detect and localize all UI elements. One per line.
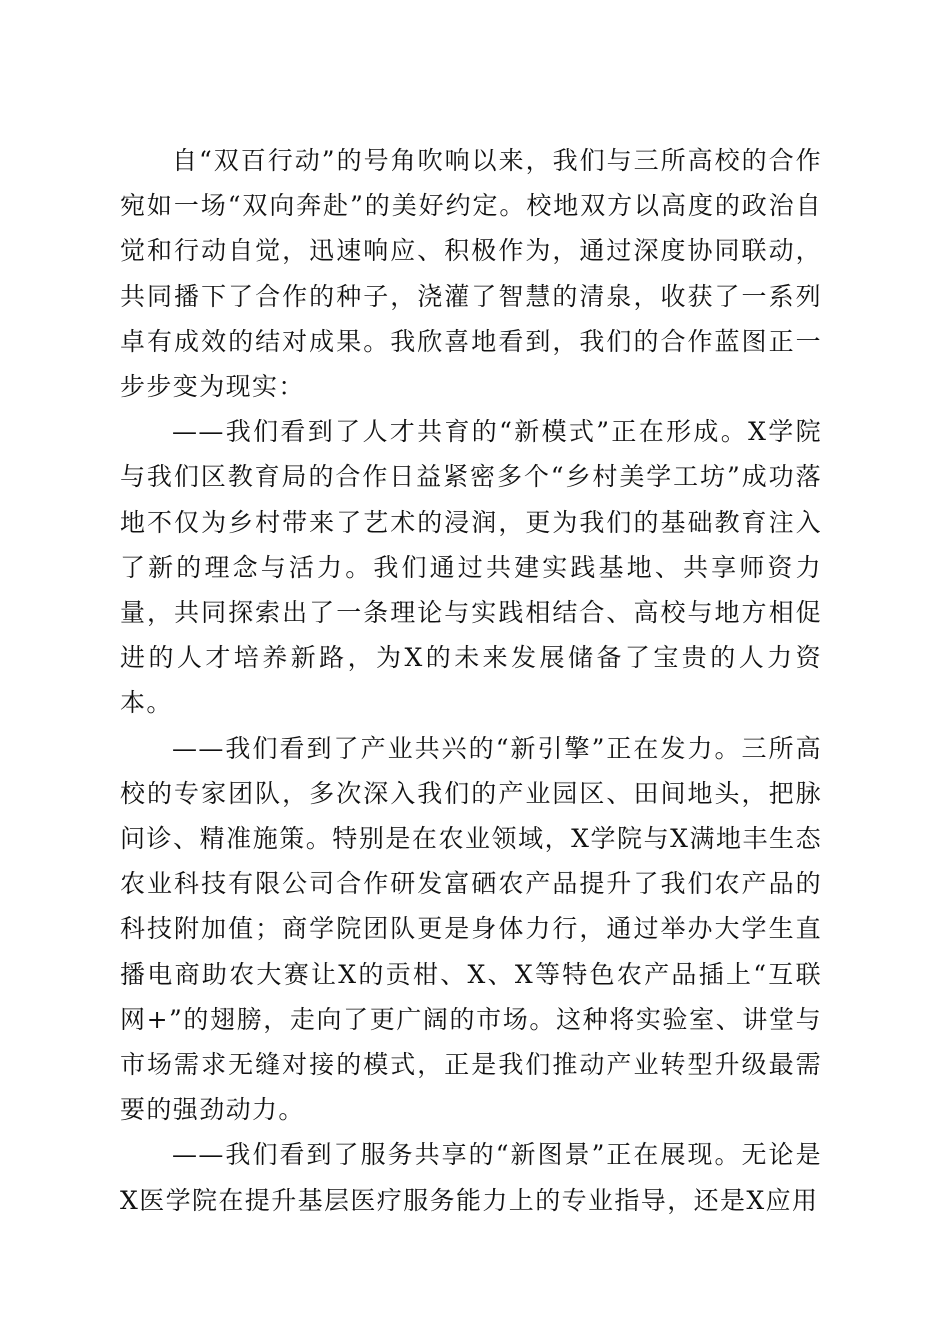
paragraph-industry: ——我们看到了产业共兴的“新引擎”正在发力。三所高校的专家团队，多次深入我们的产业园区、田间地头，把脉问诊、精准施策。特别是在农业领域，X学院与X满地丰生态农业科技有限公司合作研发富硒农产品提升了我们农产品的科技附加值；商学院团队更是身体力行，通过举办大学生直播电商助农大赛让X的贡柑、X、X等特色农产品插上“互联网+”的翅膀，走向了更广阔的市场。这种将实验室、讲堂与市场需求无缝对接的模式，正是我们推动产业转型升级最需要的强劲动力。 [120, 733, 822, 1125]
document-body [120, 138, 822, 1223]
paragraph-service: ——我们看到了服务共享的“新图景”正在展现。无论是X医学院在提升基层医疗服务能力上的专业指导，还是X应用 [120, 1140, 822, 1215]
paragraph-intro: 自“双百行动”的号角吹响以来，我们与三所高校的合作宛如一场“双向奔赴”的美好约定。校地双方以高度的政治自觉和行动自觉，迅速响应、积极作为，通过深度协同联动，共同播下了合作的种子，浇灌了智慧的清泉，收获了一系列卓有成效的结对成果。我欣喜地看到，我们的合作蓝图正一步步变为现实： [120, 146, 822, 402]
paragraph-talent: ——我们看到了人才共育的“新模式”正在形成。X学院与我们区教育局的合作日益紧密多个“乡村美学工坊”成功落地不仅为乡村带来了艺术的浸润，更为我们的基础教育注入了新的理念与活力。我们通过共建实践基地、共享师资力量，共同探索出了一条理论与实践相结合、高校与地方相促进的人才培养新路，为X的未来发展储备了宝贵的人力资本。 [120, 417, 822, 718]
